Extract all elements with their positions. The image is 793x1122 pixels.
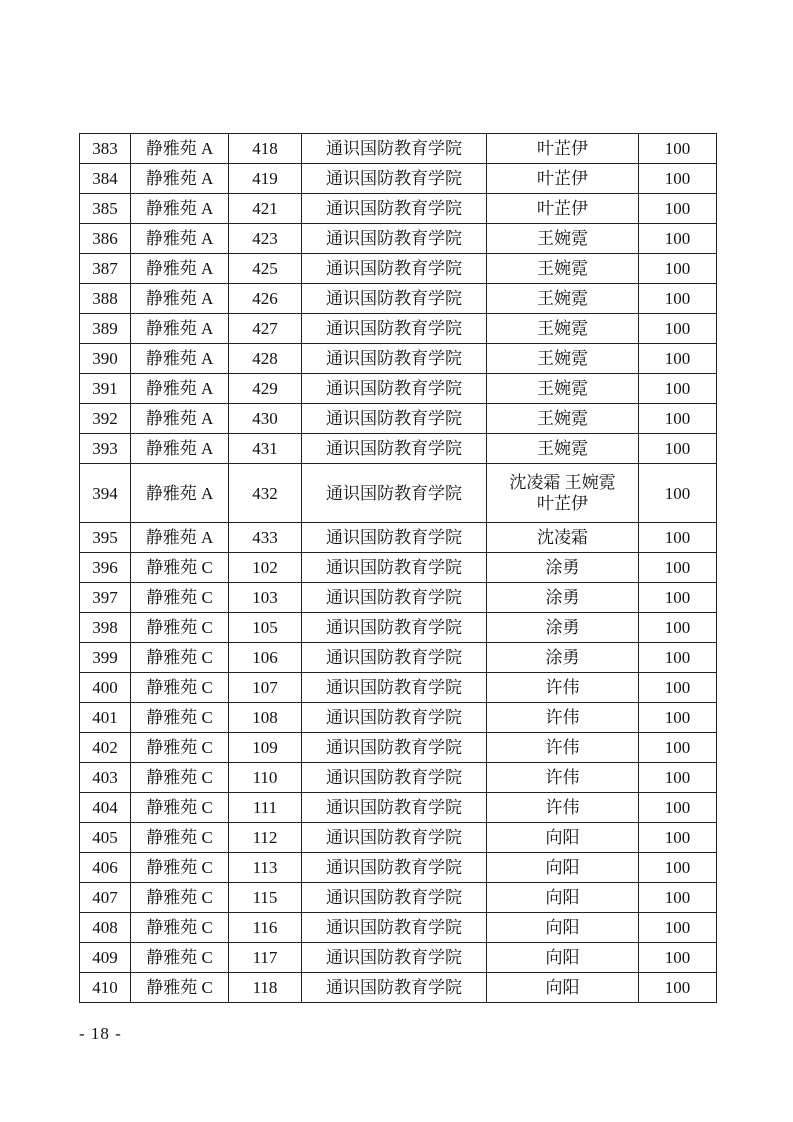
score-cell: 100	[639, 943, 717, 973]
college-cell: 通识国防教育学院	[302, 254, 487, 284]
row-number-cell: 401	[80, 703, 131, 733]
room-number-cell: 107	[229, 673, 302, 703]
table-row	[80, 943, 717, 973]
room-number-cell: 431	[229, 434, 302, 464]
row-number-cell: 394	[80, 464, 131, 523]
building-cell: 静雅苑 C	[131, 913, 229, 943]
row-number-cell: 392	[80, 404, 131, 434]
table-row	[80, 673, 717, 703]
advisor-cell: 向阳	[487, 853, 639, 883]
advisor-cell: 许伟	[487, 763, 639, 793]
row-number-cell: 402	[80, 733, 131, 763]
building-cell: 静雅苑 C	[131, 673, 229, 703]
advisor-cell: 王婉霓	[487, 404, 639, 434]
advisor-cell: 王婉霓	[487, 254, 639, 284]
room-number-cell: 103	[229, 583, 302, 613]
table-row	[80, 464, 717, 523]
college-cell: 通识国防教育学院	[302, 194, 487, 224]
table-row	[80, 913, 717, 943]
college-cell: 通识国防教育学院	[302, 823, 487, 853]
advisor-cell: 向阳	[487, 913, 639, 943]
row-number-cell: 389	[80, 314, 131, 344]
row-number-cell: 406	[80, 853, 131, 883]
room-number-cell: 115	[229, 883, 302, 913]
college-cell: 通识国防教育学院	[302, 284, 487, 314]
college-cell: 通识国防教育学院	[302, 314, 487, 344]
row-number-cell: 398	[80, 613, 131, 643]
advisor-cell: 涂勇	[487, 553, 639, 583]
room-number-cell: 423	[229, 224, 302, 254]
table-row	[80, 164, 717, 194]
building-cell: 静雅苑 C	[131, 733, 229, 763]
advisor-cell: 向阳	[487, 973, 639, 1003]
building-cell: 静雅苑 A	[131, 194, 229, 224]
row-number-cell: 385	[80, 194, 131, 224]
building-cell: 静雅苑 A	[131, 523, 229, 553]
table-row	[80, 763, 717, 793]
table-row	[80, 823, 717, 853]
score-cell: 100	[639, 823, 717, 853]
room-number-cell: 421	[229, 194, 302, 224]
advisor-cell: 王婉霓	[487, 344, 639, 374]
row-number-cell: 399	[80, 643, 131, 673]
table-row	[80, 883, 717, 913]
table-row	[80, 314, 717, 344]
score-cell: 100	[639, 973, 717, 1003]
college-cell: 通识国防教育学院	[302, 134, 487, 164]
college-cell: 通识国防教育学院	[302, 374, 487, 404]
table-row	[80, 793, 717, 823]
row-number-cell: 400	[80, 673, 131, 703]
college-cell: 通识国防教育学院	[302, 943, 487, 973]
table-row	[80, 374, 717, 404]
score-cell: 100	[639, 523, 717, 553]
room-number-cell: 112	[229, 823, 302, 853]
college-cell: 通识国防教育学院	[302, 164, 487, 194]
score-cell: 100	[639, 763, 717, 793]
advisor-cell: 沈凌霜 王婉霓 叶芷伊	[487, 464, 639, 523]
score-cell: 100	[639, 224, 717, 254]
building-cell: 静雅苑 C	[131, 583, 229, 613]
table-row	[80, 194, 717, 224]
room-number-cell: 432	[229, 464, 302, 523]
advisor-cell: 叶芷伊	[487, 134, 639, 164]
building-cell: 静雅苑 C	[131, 553, 229, 583]
score-cell: 100	[639, 194, 717, 224]
building-cell: 静雅苑 A	[131, 314, 229, 344]
building-cell: 静雅苑 A	[131, 134, 229, 164]
room-number-cell: 429	[229, 374, 302, 404]
table-row	[80, 254, 717, 284]
room-number-cell: 105	[229, 613, 302, 643]
advisor-cell: 许伟	[487, 733, 639, 763]
college-cell: 通识国防教育学院	[302, 673, 487, 703]
score-cell: 100	[639, 553, 717, 583]
table-row	[80, 703, 717, 733]
room-number-cell: 102	[229, 553, 302, 583]
college-cell: 通识国防教育学院	[302, 224, 487, 254]
table-row	[80, 643, 717, 673]
room-number-cell: 117	[229, 943, 302, 973]
building-cell: 静雅苑 A	[131, 224, 229, 254]
table-row	[80, 583, 717, 613]
room-number-cell: 118	[229, 973, 302, 1003]
college-cell: 通识国防教育学院	[302, 973, 487, 1003]
building-cell: 静雅苑 C	[131, 823, 229, 853]
college-cell: 通识国防教育学院	[302, 853, 487, 883]
room-number-cell: 427	[229, 314, 302, 344]
row-number-cell: 395	[80, 523, 131, 553]
advisor-cell: 向阳	[487, 823, 639, 853]
table-row	[80, 853, 717, 883]
table-row	[80, 973, 717, 1003]
row-number-cell: 396	[80, 553, 131, 583]
college-cell: 通识国防教育学院	[302, 464, 487, 523]
room-number-cell: 426	[229, 284, 302, 314]
score-cell: 100	[639, 643, 717, 673]
dormitory-score-table	[79, 133, 717, 1003]
college-cell: 通识国防教育学院	[302, 913, 487, 943]
building-cell: 静雅苑 C	[131, 643, 229, 673]
score-cell: 100	[639, 703, 717, 733]
college-cell: 通识国防教育学院	[302, 763, 487, 793]
row-number-cell: 407	[80, 883, 131, 913]
building-cell: 静雅苑 C	[131, 703, 229, 733]
advisor-cell: 王婉霓	[487, 314, 639, 344]
advisor-cell: 沈凌霜	[487, 523, 639, 553]
room-number-cell: 430	[229, 404, 302, 434]
score-cell: 100	[639, 793, 717, 823]
room-number-cell: 113	[229, 853, 302, 883]
row-number-cell: 408	[80, 913, 131, 943]
building-cell: 静雅苑 C	[131, 943, 229, 973]
college-cell: 通识国防教育学院	[302, 404, 487, 434]
advisor-cell: 王婉霓	[487, 434, 639, 464]
row-number-cell: 391	[80, 374, 131, 404]
building-cell: 静雅苑 A	[131, 374, 229, 404]
page-number: - 18 -	[79, 1024, 122, 1043]
advisor-cell: 王婉霓	[487, 224, 639, 254]
score-cell: 100	[639, 464, 717, 523]
college-cell: 通识国防教育学院	[302, 643, 487, 673]
college-cell: 通识国防教育学院	[302, 793, 487, 823]
table-row	[80, 733, 717, 763]
table-row	[80, 344, 717, 374]
advisor-cell: 涂勇	[487, 583, 639, 613]
table-row	[80, 134, 717, 164]
score-cell: 100	[639, 733, 717, 763]
college-cell: 通识国防教育学院	[302, 613, 487, 643]
building-cell: 静雅苑 A	[131, 284, 229, 314]
college-cell: 通识国防教育学院	[302, 733, 487, 763]
building-cell: 静雅苑 C	[131, 613, 229, 643]
room-number-cell: 109	[229, 733, 302, 763]
building-cell: 静雅苑 C	[131, 793, 229, 823]
score-cell: 100	[639, 583, 717, 613]
building-cell: 静雅苑 A	[131, 464, 229, 523]
score-cell: 100	[639, 314, 717, 344]
advisor-cell: 向阳	[487, 883, 639, 913]
score-cell: 100	[639, 404, 717, 434]
table-row	[80, 224, 717, 254]
row-number-cell: 387	[80, 254, 131, 284]
table-row	[80, 613, 717, 643]
room-number-cell: 116	[229, 913, 302, 943]
advisor-cell: 王婉霓	[487, 284, 639, 314]
room-number-cell: 111	[229, 793, 302, 823]
row-number-cell: 384	[80, 164, 131, 194]
college-cell: 通识国防教育学院	[302, 523, 487, 553]
score-cell: 100	[639, 434, 717, 464]
row-number-cell: 404	[80, 793, 131, 823]
row-number-cell: 390	[80, 344, 131, 374]
college-cell: 通识国防教育学院	[302, 344, 487, 374]
row-number-cell: 409	[80, 943, 131, 973]
building-cell: 静雅苑 C	[131, 853, 229, 883]
advisor-cell: 向阳	[487, 943, 639, 973]
score-cell: 100	[639, 673, 717, 703]
building-cell: 静雅苑 C	[131, 883, 229, 913]
row-number-cell: 393	[80, 434, 131, 464]
advisor-cell: 王婉霓	[487, 374, 639, 404]
advisor-cell: 许伟	[487, 673, 639, 703]
score-cell: 100	[639, 344, 717, 374]
advisor-cell: 涂勇	[487, 643, 639, 673]
room-number-cell: 106	[229, 643, 302, 673]
room-number-cell: 418	[229, 134, 302, 164]
advisor-cell: 涂勇	[487, 613, 639, 643]
advisor-cell: 许伟	[487, 793, 639, 823]
building-cell: 静雅苑 A	[131, 434, 229, 464]
row-number-cell: 405	[80, 823, 131, 853]
building-cell: 静雅苑 C	[131, 763, 229, 793]
college-cell: 通识国防教育学院	[302, 703, 487, 733]
table-body	[80, 134, 717, 1003]
score-cell: 100	[639, 164, 717, 194]
room-number-cell: 110	[229, 763, 302, 793]
score-cell: 100	[639, 853, 717, 883]
row-number-cell: 410	[80, 973, 131, 1003]
row-number-cell: 397	[80, 583, 131, 613]
table-row	[80, 553, 717, 583]
score-cell: 100	[639, 613, 717, 643]
room-number-cell: 419	[229, 164, 302, 194]
building-cell: 静雅苑 A	[131, 164, 229, 194]
building-cell: 静雅苑 A	[131, 404, 229, 434]
building-cell: 静雅苑 A	[131, 344, 229, 374]
building-cell: 静雅苑 C	[131, 973, 229, 1003]
room-number-cell: 433	[229, 523, 302, 553]
building-cell: 静雅苑 A	[131, 254, 229, 284]
advisor-cell: 许伟	[487, 703, 639, 733]
score-cell: 100	[639, 134, 717, 164]
score-cell: 100	[639, 254, 717, 284]
table-row	[80, 523, 717, 553]
college-cell: 通识国防教育学院	[302, 553, 487, 583]
table-row	[80, 434, 717, 464]
college-cell: 通识国防教育学院	[302, 883, 487, 913]
row-number-cell: 386	[80, 224, 131, 254]
college-cell: 通识国防教育学院	[302, 583, 487, 613]
score-cell: 100	[639, 883, 717, 913]
college-cell: 通识国防教育学院	[302, 434, 487, 464]
table-row	[80, 404, 717, 434]
room-number-cell: 108	[229, 703, 302, 733]
row-number-cell: 383	[80, 134, 131, 164]
row-number-cell: 388	[80, 284, 131, 314]
room-number-cell: 425	[229, 254, 302, 284]
row-number-cell: 403	[80, 763, 131, 793]
score-cell: 100	[639, 284, 717, 314]
score-cell: 100	[639, 374, 717, 404]
advisor-cell: 叶芷伊	[487, 194, 639, 224]
score-cell: 100	[639, 913, 717, 943]
advisor-cell: 叶芷伊	[487, 164, 639, 194]
room-number-cell: 428	[229, 344, 302, 374]
table-row	[80, 284, 717, 314]
